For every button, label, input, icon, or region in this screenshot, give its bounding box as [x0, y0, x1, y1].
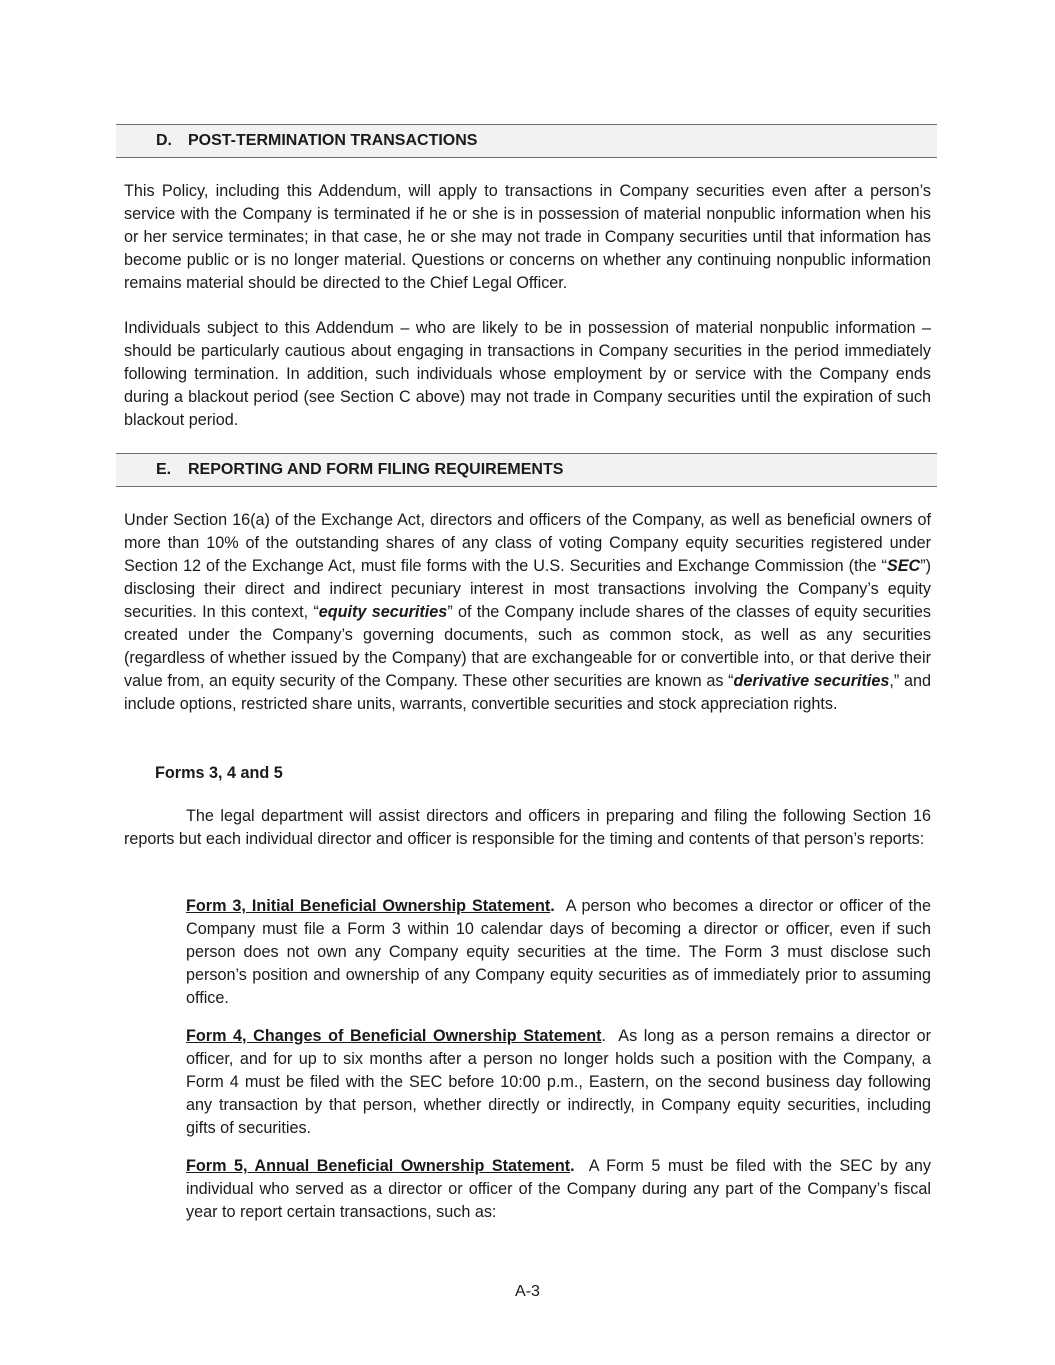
section-d-paragraph-2: Individuals subject to this Addendum – who are likely to be in possession of material nonpublic information – should be particularly cautious about engaging in transactions in Company securities in the period immediately following termination. In addition, such individuals whose employment by or service with the Company ends during a blackout period (see Section C above) may not trade in Company securities until the expiration of such blackout period. [124, 319, 931, 429]
form-5-title-period: . [570, 1157, 575, 1175]
form-4-title: Form 4, Changes of Beneficial Ownership Statement [186, 1027, 602, 1045]
page-number: A-3 [515, 1283, 540, 1300]
section-d-paragraph-1: This Policy, including this Addendum, will apply to transactions in Company securities even after a person’s service with the Company is terminated if he or she is in possession of material nonpublic information when his or her service terminates; in that case, he or she may not trade in Company securities until that information has become public or is no longer material. Questions or concerns on whether any continuing nonpublic information remains material should be directed to the Chief Legal Officer. [124, 182, 931, 292]
form-3-title-period: . [550, 897, 555, 915]
form-5-title: Form 5, Annual Beneficial Ownership Statement [186, 1157, 571, 1175]
section-d-letter: D. [156, 132, 172, 149]
form-3-paragraph [186, 895, 936, 1010]
intro-text-1: Under Section 16(a) of the Exchange Act, directors and officers of the Company, as well as beneficial owners of more than 10% of the outstanding shares of any class of voting Company equity securities registered under Section 12 of the Exchange Act, must file forms with the U.S. Securities and Exchange Commission (the “ [124, 511, 931, 575]
defined-term-derivative-securities: derivative securities [733, 672, 890, 690]
intro-text-3: ” of the Company include shares of the classes of equity securities created under the Company’s governing documents, such as common stock, as well as any securities (regardless of whether issued by the Company) that are exchangeable for or convertible into, or that derive their value from, an equity security of the Company. These other securities are known as “ [124, 603, 931, 690]
form-3-title: Form 3, Initial Beneficial Ownership Statement [186, 897, 551, 915]
form-3-body: A person who becomes a director or officer of the Company must file a Form 3 within 10 calendar days of becoming a director or officer, even if such person does not own any Company equity securities at the time. The Form 3 must disclose such person’s position and ownership of any Company equity securities as of immediately prior to assuming office. [186, 897, 936, 1007]
intro-text-2: ”) disclosing their direct and indirect pecuniary interest in most transactions involving the Company’s equity securities. In this context, “ [124, 557, 931, 621]
forms-subheading: Forms 3, 4 and 5 [155, 764, 283, 782]
form-4-body: As long as a person remains a director or officer, and for up to six months after a person no longer holds such a position with the Company, a Form 4 must be filed with the SEC before 10:00 p.m., Eastern, on the second business day following any transaction by that person, whether directly or indirectly, in Company equity securities, including gifts of securities. [186, 1027, 936, 1137]
section-e-header [116, 453, 937, 487]
section-e-title: REPORTING AND FORM FILING REQUIREMENTS [188, 461, 564, 478]
intro-text-4: ,” and include options, restricted share units, warrants, convertible securities and stock appreciation rights. [124, 672, 931, 713]
form-4-paragraph [186, 1025, 936, 1140]
form-4-title-period: . [601, 1027, 606, 1045]
form-5-body: A Form 5 must be filed with the SEC by any individual who served as a director or officer of the Company during any part of the Company’s fiscal year to report certain transactions, such as: [186, 1157, 936, 1221]
defined-term-sec: SEC [886, 557, 921, 575]
section-d-header [116, 124, 937, 158]
section-e-intro-paragraph [124, 509, 931, 716]
defined-term-equity-securities: equity securities [318, 603, 448, 621]
forms-intro-paragraph: The legal department will assist directors and officers in preparing and filing the following Section 16 reports but each individual director and officer is responsible for the timing and contents of that person’s reports: [124, 807, 931, 848]
form-5-paragraph [186, 1155, 936, 1224]
section-e-letter: E. [156, 461, 172, 478]
section-d-title: POST-TERMINATION TRANSACTIONS [188, 132, 478, 149]
